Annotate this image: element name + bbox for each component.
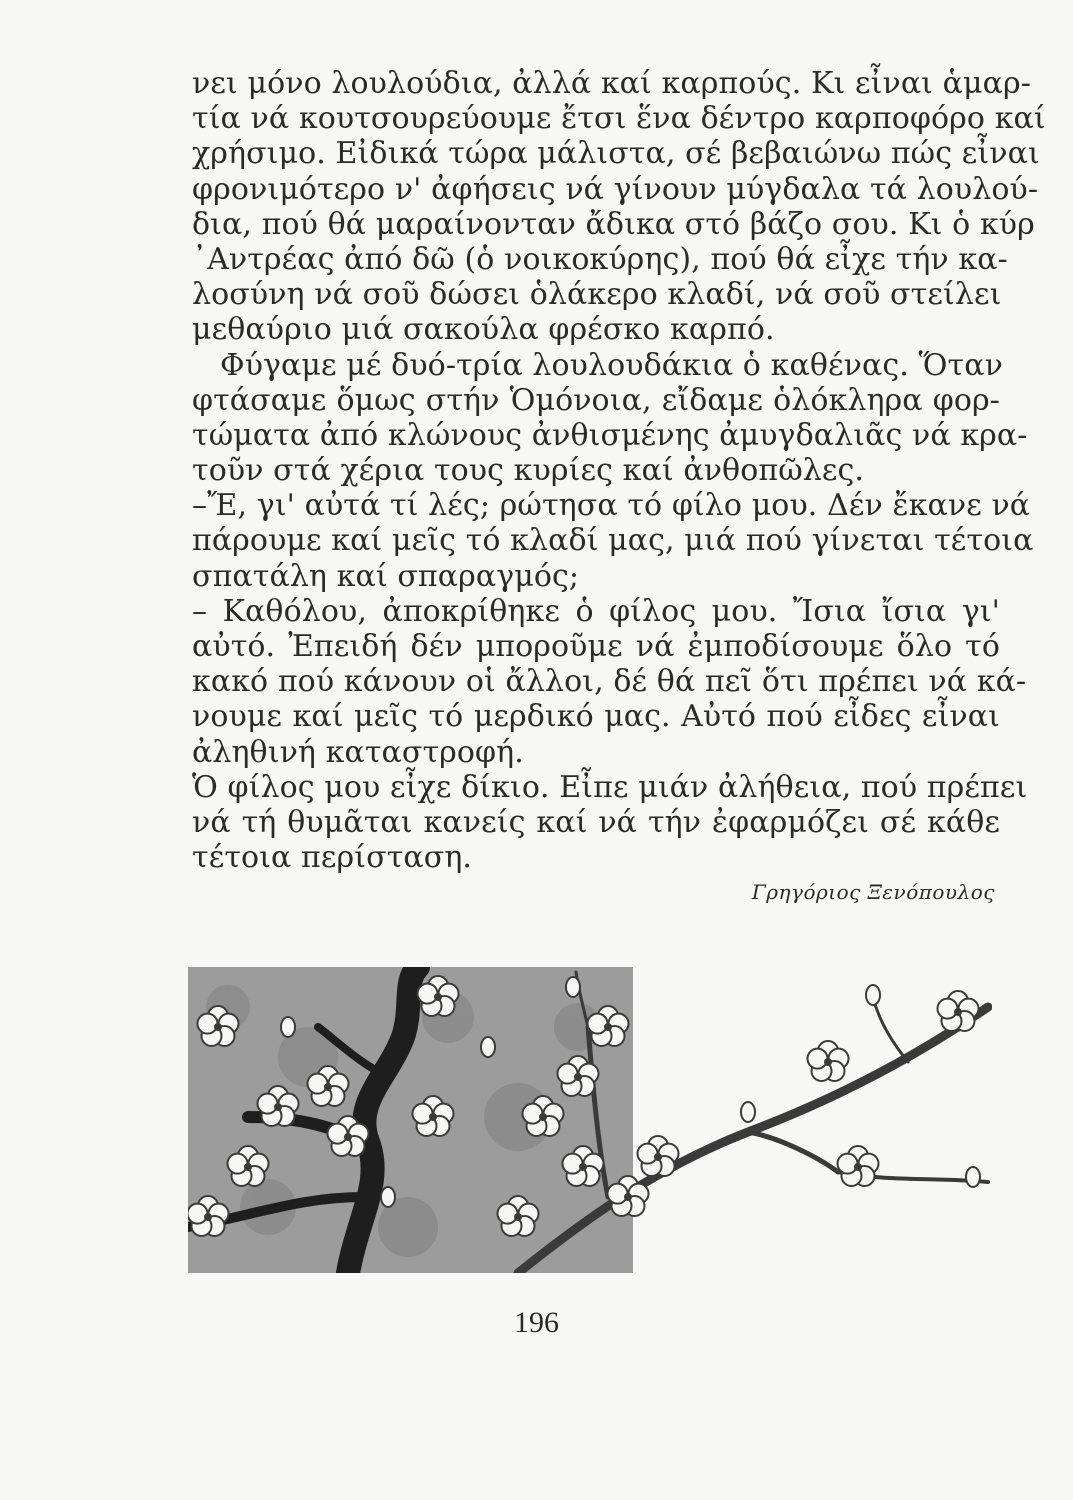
text-line: –Ἔ, γι' αὐτά τί λές; ρώτησα τό φίλο μου. Δέν ἔκανε νά: [192, 488, 1031, 524]
text-line: τοῦν στά χέρια τους κυρίες καί ἀνθοπῶλες.: [192, 453, 865, 489]
text-line: σπατάλη καί σπαραγμός;: [192, 558, 580, 594]
text-line: αὐτό. Ἐπειδή δέν μποροῦμε νά ἐμποδίσουμε ὅλο τό: [192, 629, 1000, 664]
text-line: πάρουμε καί μεῖς τό κλαδί μας, μιά πού γίνεται τέτοια: [192, 523, 1034, 559]
text-line: τώματα ἀπό κλώνους ἀνθισμένης ἀμυγδαλιᾶς νά κρα-: [192, 417, 1028, 453]
text-line: Ὁ φίλος μου εἶχε δίκιο. Εἶπε μιάν ἀλήθεια, πού πρέπει: [192, 769, 1028, 805]
text-line: νουμε καί μεῖς τό μερδικό μας. Αὐτό πού εἶδες εἶναι: [192, 699, 1000, 735]
text-line: ἀληθινή καταστροφή.: [192, 734, 524, 770]
text-line: Φύγαμε μέ δυό-τρία λουλουδάκια ὁ καθένας. Ὅταν: [220, 347, 1003, 383]
text-line: νά τή θυμᾶται κανείς καί νά τήν ἐφαρμόζει σέ κάθε: [192, 804, 1000, 840]
text-line: τία νά κουτσουρεύουμε ἔτσι ἕνα δέντρο καρποφόρο καί: [192, 101, 1046, 137]
text-line: τέτοια περίσταση.: [192, 840, 473, 876]
text-line: – Καθόλου, ἀποκρίθηκε ὁ φίλος μου. Ἴσια ἴσια γι': [192, 593, 1000, 629]
almond-blossom-branch-icon: [188, 967, 992, 1273]
text-line: χρήσιμο. Εἰδικά τώρα μάλιστα, σέ βεβαιώνω πώς εἶναι: [192, 136, 1040, 172]
almond-blossom-illustration: [188, 967, 992, 1273]
page-number: 196: [514, 1306, 559, 1339]
text-line: νει μόνο λουλούδια, ἀλλά καί καρπούς. Κι εἶναι ἁμαρ-: [192, 66, 1031, 101]
text-line: φρονιμότερο ν' ἀφήσεις νά γίνουν μύγδαλα τά λουλού-: [192, 171, 1039, 207]
text-line: λοσύνη νά σοῦ δώσει ὁλάκερο κλαδί, νά σοῦ στείλει: [192, 277, 1002, 313]
text-line: κακό πού κάνουν οἱ ἄλλοι, δέ θά πεῖ ὅτι πρέπει νά κά-: [192, 664, 1027, 700]
text-line: φτάσαμε ὅμως στήν Ὁμόνοια, εἴδαμε ὁλόκληρα φορ-: [192, 382, 1000, 418]
story-text: [192, 66, 1046, 876]
text-line: μεθαύριο μιά σακούλα φρέσκο καρπό.: [192, 312, 775, 348]
text-line: δια, πού θά μαραίνονταν ἄδικα στό βάζο σου. Κι ὁ κύρ: [192, 206, 1035, 242]
author-signature: Γρηγόριος Ξενόπουλος: [751, 880, 995, 904]
text-line: ᾿Αντρέας ἀπό δῶ (ὁ νοικοκύρης), πού θά εἶχε τήν κα-: [192, 241, 1008, 277]
